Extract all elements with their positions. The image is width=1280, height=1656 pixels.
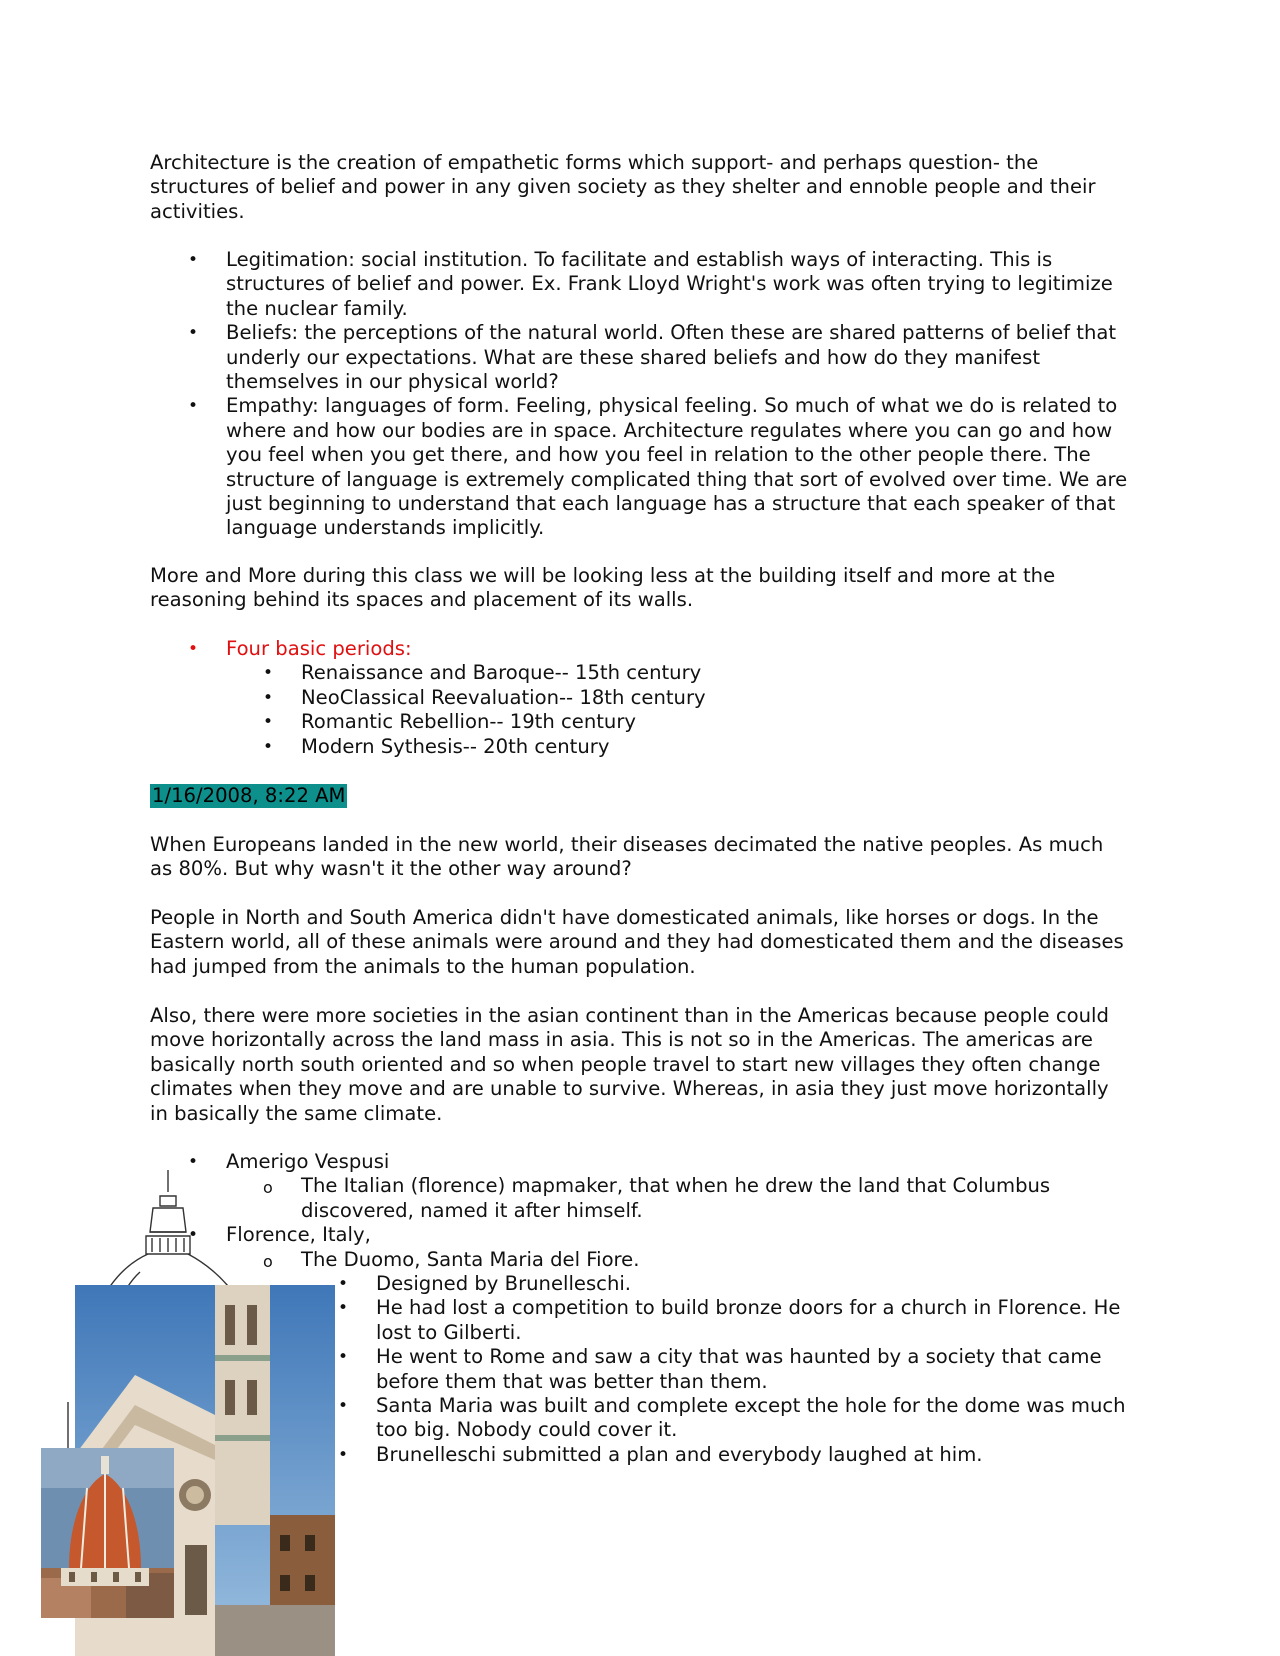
list-item-text: Legitimation: social institution. To facilitate and establish ways of interacting. This is structures of belief and power. Ex. Frank Lloyd Wright's work was often trying to legitimize the nuclear family. [226, 248, 1113, 320]
list-item-text: He had lost a competition to build bronze doors for a church in Florence. He lost to Gilberti. [376, 1296, 1121, 1344]
list-item-text: The Italian (florence) mapmaker, that when he drew the land that Columbus discovered, named it after himself. [301, 1174, 1051, 1222]
list-item-text: Designed by Brunelleschi. [376, 1272, 632, 1296]
list-item [150, 1248, 1130, 1272]
list-item-text: The Duomo, Santa Maria del Fiore. [301, 1247, 640, 1271]
bullet-icon: • [263, 687, 274, 708]
periods-block [150, 637, 1130, 759]
list-item [150, 1223, 1130, 1247]
para-block-2 [150, 906, 1130, 979]
period-item: Romantic Rebellion-- 19th century [301, 710, 637, 734]
bullet-icon: • [263, 663, 274, 684]
timestamp-highlight: 1/16/2008, 8:22 AM [152, 784, 346, 807]
circle-bullet-icon: o [263, 1251, 273, 1271]
para-block-1 [150, 833, 1130, 882]
list-item-text: Santa Maria was built and complete except the hole for the dome was much too big. Nobody could cover it. [376, 1394, 1126, 1442]
list-item [150, 1345, 1130, 1394]
list-item-text: Amerigo Vespusi [226, 1150, 390, 1173]
list-item [150, 1296, 1130, 1345]
bullet-icon: • [338, 1347, 349, 1368]
bullet-icon: • [338, 1396, 349, 1417]
dome-photo-image [41, 1448, 174, 1618]
list-item [150, 686, 1130, 710]
list-item [150, 661, 1130, 685]
bullet-icon: • [338, 1444, 349, 1465]
intro-block [150, 151, 1130, 224]
periods-heading-text: Four basic periods: [226, 637, 412, 660]
bullet-icon: • [188, 323, 199, 344]
list-item [150, 248, 1130, 321]
concepts-list [150, 248, 1130, 541]
list-item-text: He went to Rome and saw a city that was haunted by a society that came before them that was better than them. [376, 1345, 1102, 1393]
list-item [150, 1443, 1130, 1467]
paragraph: People in North and South America didn't have domesticated animals, like horses or dogs. In the Eastern world, all of these animals were around and they had domesticated them and the diseases had jumped from the animals to the human population. [150, 906, 1124, 978]
period-item: NeoClassical Reevaluation-- 18th century [301, 685, 706, 709]
more-paragraph: More and More during this class we will be looking less at the building itself and more at the reasoning behind its spaces and placement of its walls. [150, 564, 1056, 612]
bullet-icon: • [188, 639, 199, 659]
bullet-icon: • [188, 1152, 199, 1172]
list-item [150, 1272, 1130, 1296]
bullet-icon: • [263, 736, 274, 757]
list-item [150, 710, 1130, 734]
list-item [150, 1174, 1130, 1223]
list-item [150, 1150, 1130, 1174]
intro-paragraph: Architecture is the creation of empathetic forms which support- and perhaps question- the structures of belief and power in any given society as they shelter and ennoble people and their activities. [150, 151, 1096, 223]
history-block [150, 1150, 1130, 1467]
concepts-block [150, 248, 1130, 541]
bullet-icon: • [188, 396, 199, 417]
timestamp-block [150, 784, 1130, 808]
paragraph: Also, there were more societies in the asian continent than in the Americas because people could move horizontally across the land mass in asia. This is not so in the Americas. The americas are basically north south oriented and so when people travel to start new villages they often change climates when they move and are unable to survive. Whereas, in asia they just move horizontally in basically the same climate. [150, 1004, 1109, 1125]
periods-list [150, 637, 1130, 759]
period-item: Renaissance and Baroque-- 15th century [301, 661, 702, 685]
list-item-text: Beliefs: the perceptions of the natural world. Often these are shared patterns of belief that underly our expectations. What are these shared beliefs and how do they manifest themselves in our physical world? [226, 321, 1117, 394]
list-item [150, 735, 1130, 759]
bullet-icon: • [338, 1298, 349, 1319]
bullet-icon: • [338, 1274, 349, 1295]
period-item: Modern Sythesis-- 20th century [301, 734, 610, 758]
list-item [150, 394, 1130, 540]
list-item [150, 321, 1130, 394]
bullet-icon: • [188, 1225, 199, 1246]
bullet-icon: • [263, 712, 274, 733]
history-list [150, 1150, 1130, 1467]
list-item-text: Florence, Italy, [226, 1223, 371, 1247]
paragraph: When Europeans landed in the new world, their diseases decimated the native peoples. As much as 80%. But why wasn't it the other way around? [150, 833, 1104, 881]
list-item [150, 1394, 1130, 1443]
dome-photo [41, 1448, 174, 1618]
circle-bullet-icon: o [263, 1178, 273, 1198]
para-block-3 [150, 1004, 1130, 1126]
list-item-text: Brunelleschi submitted a plan and everybody laughed at him. [376, 1442, 983, 1466]
periods-heading [150, 637, 1130, 661]
more-block [150, 564, 1130, 613]
bullet-icon: • [188, 250, 199, 270]
list-item-text: Empathy: languages of form. Feeling, physical feeling. So much of what we do is related to where and how our bodies are in space. Architecture regulates where you can go and how you feel when you get there, and how you feel in relation to the other people there. The structure of language is extremely complicated thing that sort of evolved over time. We are just beginning to understand that each language has a structure that each speaker of that language understands implicitly. [226, 394, 1128, 540]
